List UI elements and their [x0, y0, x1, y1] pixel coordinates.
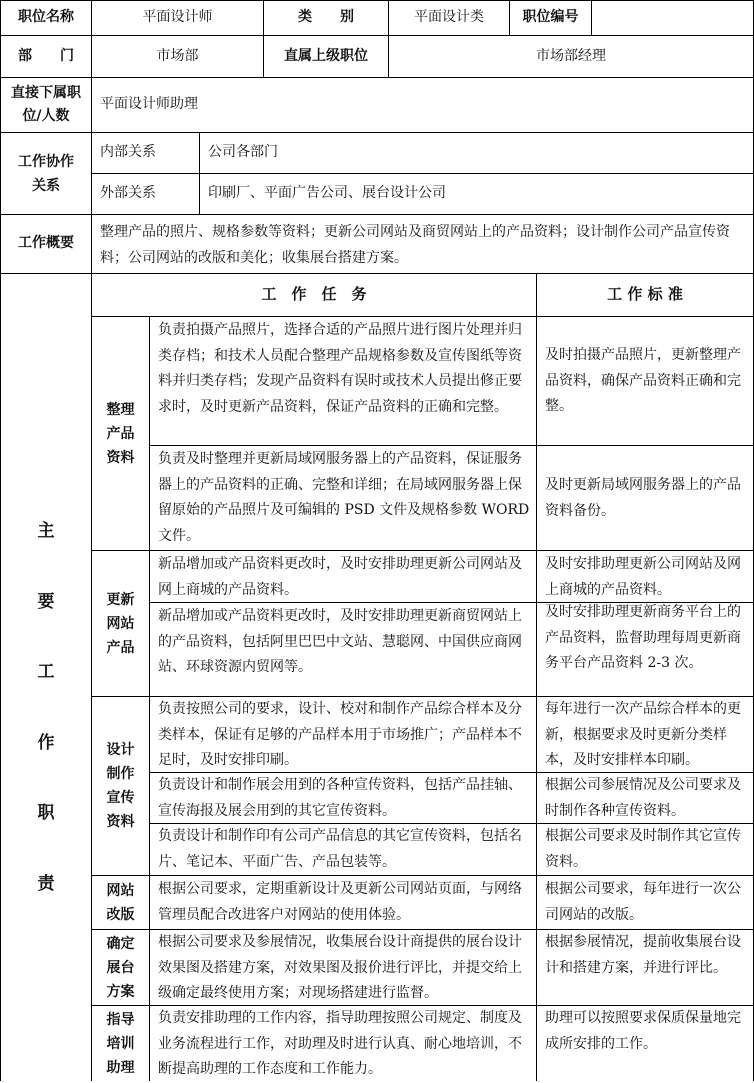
external-value: 印刷厂、平面广告公司、展台设计公司 — [208, 185, 446, 202]
task-text: 根据公司要求及参展情况，收集展台设计商提供的展台设计效果图及搭建方案，对效果图及报价进行评比，并提交给上级确定最终使用方案；对现场搭建进行监督。 — [158, 934, 522, 1001]
duty-group — [91, 550, 150, 697]
standard-text: 及时安排助理更新公司网站及网上商城的产品资料。 — [545, 556, 741, 598]
task-cell — [149, 823, 537, 876]
category-value: 平面设计类 — [414, 9, 484, 26]
duty-group-name: 指导培训助理 — [106, 1012, 135, 1076]
internal-label: 内部关系 — [100, 144, 156, 161]
category-value-cell — [388, 0, 510, 36]
title-value: 平面设计师 — [142, 9, 213, 26]
standard-cell — [536, 550, 754, 603]
external-label-cell — [91, 173, 200, 215]
standard-text: 根据公司要求，每年进行一次公司网站的改版。 — [545, 881, 741, 923]
standard-cell — [536, 696, 754, 773]
standard-text: 及时拍摄产品照片，更新整理产品资料，确保产品资料正确和完整。 — [545, 347, 741, 414]
code-label-cell — [509, 0, 592, 36]
superior-value-cell — [388, 35, 754, 78]
standard-text: 根据公司参展情况及公司要求及时制作各种宣传资料。 — [545, 777, 741, 819]
title-value-cell — [91, 0, 264, 36]
dept-value-cell — [91, 35, 264, 78]
standard-text: 根据公司要求及时制作其它宣传资料。 — [545, 828, 741, 870]
code-value — [592, 1, 753, 35]
duties-section-label: 主要工作职责 — [37, 521, 55, 894]
standard-column-header: 工 作 标 准 — [607, 285, 683, 304]
relations-label: 工作协作关系 — [18, 153, 74, 194]
task-cell — [149, 550, 537, 603]
standard-text: 每年进行一次产品综合样本的更新，根据要求及时更新分类样本，及时安排样本印刷。 — [545, 701, 741, 768]
duties-section-cell — [0, 273, 92, 1081]
task-text: 负责按照公司的要求，设计、校对和制作产品综合样本及分类样本，保证有足够的产品样本用于市场推广；产品样本不足时，及时安排印刷。 — [158, 701, 522, 768]
standard-cell — [536, 1005, 754, 1081]
task-cell — [149, 772, 537, 824]
task-text: 根据公司要求，定期重新设计及更新公司网站页面，与网络管理员配合改进客户对网站的使用体验。 — [158, 881, 522, 923]
code-value-cell — [591, 0, 754, 36]
subordinate-label-cell — [0, 77, 92, 133]
task-text: 负责设计和制作印有公司产品信息的其它宣传资料，包括名片、笔记本、平面广告、产品包装等。 — [158, 828, 522, 870]
task-cell — [149, 445, 537, 551]
task-text: 新品增加或产品资料更改时，及时安排助理更新公司网站及网上商城的产品资料。 — [158, 556, 522, 598]
task-cell — [149, 316, 537, 446]
duty-group-name: 设计制作宣传资料 — [106, 742, 135, 830]
subordinate-value-cell — [91, 77, 754, 133]
external-value-cell — [199, 173, 754, 215]
relations-label-cell — [0, 132, 92, 215]
task-column-header: 工 作 任 务 — [261, 285, 367, 304]
standard-cell — [536, 875, 754, 930]
summary-text: 整理产品的照片、规格参数等资料；更新公司网站及商贸网站上的产品资料；设计制作公司产品宣传资料；公司网站的改版和美化；收集展台搭建方案。 — [100, 224, 730, 266]
subordinate-value: 平面设计师助理 — [100, 96, 198, 113]
duty-group-name: 更新网站产品 — [106, 591, 135, 656]
task-cell — [149, 696, 537, 773]
duty-group — [91, 929, 150, 1006]
duty-group — [91, 316, 150, 551]
summary-label-cell — [0, 214, 92, 274]
internal-value-cell — [199, 132, 754, 174]
standard-cell — [536, 929, 754, 1006]
internal-label-cell — [91, 132, 200, 174]
code-label: 职位编号 — [522, 9, 579, 26]
summary-cell — [91, 214, 754, 274]
title-label: 职位名称 — [18, 9, 74, 26]
title-label-cell — [0, 0, 92, 36]
subordinate-label: 直接下属职位/人数 — [11, 85, 81, 124]
standard-text: 及时更新局域网服务器上的产品资料备份。 — [545, 477, 741, 519]
duty-group — [91, 875, 150, 930]
summary-label: 工作概要 — [18, 235, 74, 252]
duty-group — [91, 696, 150, 876]
dept-label: 部 门 — [18, 47, 74, 64]
task-cell — [149, 602, 537, 697]
standard-text: 及时安排助理更新商务平台上的产品资料，监督助理每周更新商务平台产品资料 2-3 次。 — [545, 604, 741, 671]
internal-value: 公司各部门 — [208, 144, 278, 161]
task-cell — [149, 929, 537, 1006]
standard-cell — [536, 823, 754, 876]
duty-group-name: 确定展台方案 — [106, 935, 135, 1000]
task-text: 负责设计和制作展会用到的各种宣传资料，包括产品挂轴、宣传海报及展会用到的其它宣传资料。 — [158, 777, 522, 819]
task-text: 负责及时整理并更新局域网服务器上的产品资料，保证服务器上的产品资料的正确、完整和详细；在局域网服务器上保留原始的产品照片及可编辑的 PSD 文件及规格参数 WORD 文件。 — [158, 451, 530, 544]
standard-cell — [536, 602, 754, 697]
task-header-cell — [91, 273, 537, 317]
standard-cell — [536, 445, 754, 551]
task-cell — [149, 1005, 537, 1081]
standard-header-cell — [536, 273, 754, 317]
duty-group-name: 整理产品资料 — [106, 401, 135, 466]
superior-label: 直属上级职位 — [284, 47, 368, 64]
category-label-cell — [263, 0, 389, 36]
standard-text: 根据参展情况，提前收集展台设计和搭建方案，并进行评比。 — [545, 934, 741, 976]
standard-cell — [536, 772, 754, 824]
standard-text: 助理可以按照要求保质保量地完成所安排的工作。 — [545, 1010, 741, 1052]
task-text: 负责安排助理的工作内容，指导助理按照公司规定、制度及业务流程进行工作，对助理及时进行认真、耐心地培训，不断提高助理的工作态度和工作能力。 — [158, 1010, 522, 1077]
superior-label-cell — [263, 35, 389, 78]
external-label: 外部关系 — [100, 185, 156, 202]
dept-value: 市场部 — [156, 47, 199, 64]
task-cell — [149, 875, 537, 930]
standard-cell — [536, 316, 754, 446]
duty-group-name: 网站改版 — [106, 882, 135, 923]
category-label: 类 别 — [298, 9, 354, 26]
dept-label-cell — [0, 35, 92, 78]
task-text: 负责拍摄产品照片，选择合适的产品照片进行图片处理并归类存档；和技术人员配合整理产品规格参数及宣传图纸等资料并归类存档；发现产品资料有误时或技术人员提出修正要求时，及时更新产品资料，保证产品资料的正确和完整。 — [158, 322, 522, 415]
duty-group — [91, 1005, 150, 1081]
task-text: 新品增加或产品资料更改时，及时安排助理更新商贸网站上的产品资料，包括阿里巴巴中文站、慧聪网、中国供应商网站、环球资源内贸网等。 — [158, 608, 522, 675]
superior-value: 市场部经理 — [536, 47, 606, 64]
